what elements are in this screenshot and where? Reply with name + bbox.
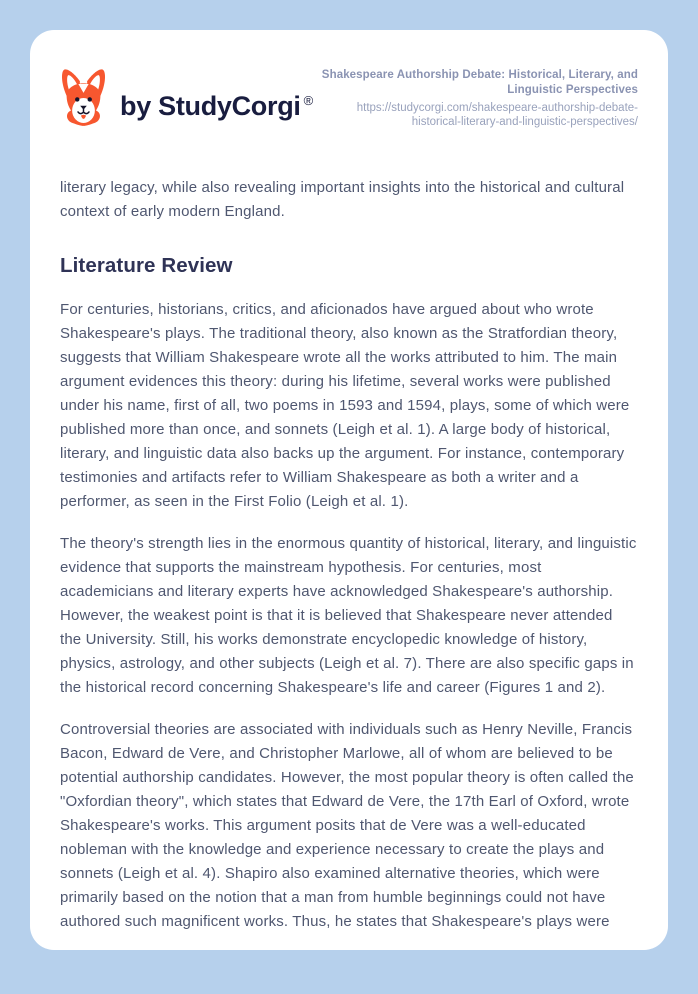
document-page-card [30, 30, 668, 950]
paragraph-controversial-theories: Controversial theories are associated with individuals such as Henry Neville, Francis Bacon, Edward de Vere, and Christopher Marlowe, all of whom are believed to be potential authorship candidates. However, the most popular theory is often called the "Oxfordian theory", which states that Edward de Vere, the 17th Earl of Oxford, wrote Shakespeare's works. This argument posits that de Vere was a well-educated nobleman with the knowledge and experience necessary to create the plays and sonnets (Leigh et al. 4). Shapiro also examined alternative theories, which were primarily based on the notion that a man from humble beginnings could not have authored such magnificent works. Thus, he states that Shakespeare's plays were [60, 721, 634, 930]
corgi-icon [60, 66, 107, 130]
paragraph-stratfordian-theory: For centuries, historians, critics, and aficionados have argued about who wrote Shakespeare's plays. The traditional theory, also known as the Stratfordian theory, suggests that William Shakespeare wrote all the works attributed to him. The main argument evidences this theory: during his lifetime, several works were published under his name, first of all, two poems in 1593 and 1594, plays, some of which were published more than once, and sonnets (Leigh et al. 1). A large body of historical, literary, and linguistic data also backs up the argument. For instance, contemporary testimonies and artifacts refer to William Shakespeare as both a writer and a performer, as seen in the First Folio (Leigh et al. 1). [60, 301, 630, 510]
registered-mark: ® [303, 92, 313, 108]
document-title: Shakespeare Authorship Debate: Historical, Literary, and Linguistic Perspectives [321, 69, 638, 96]
article-body [60, 176, 638, 934]
document-url-link[interactable]: https://studycorgi.com/shakespeare-authorship-debate-historical-literary-and-linguistic-perspectives/ [356, 102, 638, 128]
studycorgi-brand [60, 66, 313, 130]
intro-paragraph-fragment: literary legacy, while also revealing important insights into the historical and cultural context of early modern England. [60, 179, 625, 220]
document-meta [313, 66, 638, 129]
document-header [60, 66, 638, 130]
brand-wordmark: by StudyCorgi ® [120, 90, 313, 121]
paragraph-theory-strength: The theory's strength lies in the enormous quantity of historical, literary, and linguistic evidence that supports the mainstream hypothesis. For centuries, most academicians and literary experts have acknowledged Shakespeare's authorship. However, the weakest point is that it is believed that Shakespeare never attended the University. Still, his works demonstrate encyclopedic knowledge of history, physics, astrology, and other subjects (Leigh et al. 7). There are also specific gaps in the historical record concerning Shakespeare's life and career (Figures 1 and 2). [60, 535, 637, 696]
section-heading-literature-review: Literature Review [60, 254, 233, 277]
